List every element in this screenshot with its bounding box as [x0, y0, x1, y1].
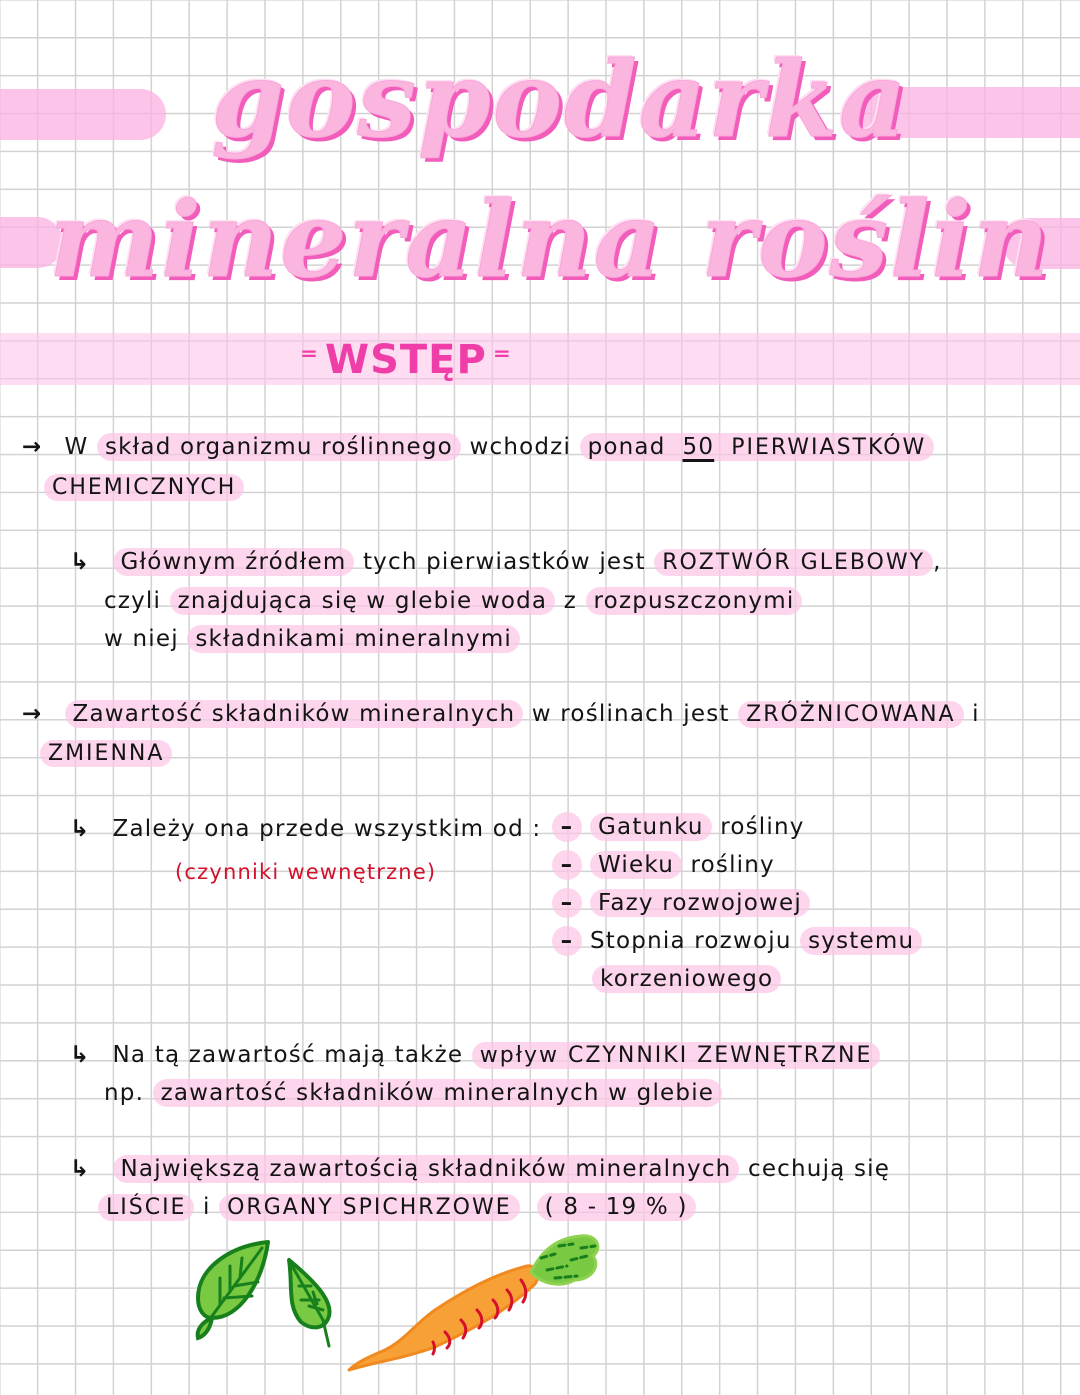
point1-sub-line2-highlight-2: rozpuszczonymi [586, 587, 803, 615]
point2-sub3-rest: cechują się [747, 1156, 891, 1182]
arrow-bullet-icon: → [22, 434, 43, 460]
dash-bullet-icon: – [552, 812, 582, 842]
section-heading [300, 330, 512, 390]
factor-item-1 [552, 810, 805, 844]
point1-sub-line3 [104, 622, 520, 656]
point1-sub-highlight-2: ROZTWÓR GLEBOWY [654, 549, 933, 576]
point2-sub3-highlight: Największą zawartością składników mineralnych [113, 1155, 740, 1183]
annotation-text: (czynniki wewnętrzne) [175, 860, 437, 884]
section-heading-text: WSTĘP [324, 337, 487, 383]
point2-zmienna: ZMIENNA [40, 740, 172, 767]
factor-item-4 [552, 924, 922, 958]
point2-sub3-organy: ORGANY SPICHRZOWE [219, 1194, 520, 1221]
point1-line2 [44, 470, 244, 505]
factor-item-1-highlight: Gatunku [590, 813, 712, 841]
dash-bullet-icon: – [552, 926, 582, 956]
sparkle-right-icon: ⁼ [492, 340, 512, 380]
point2-sub1-text: Zależy ona przede wszystkim od : [112, 816, 542, 842]
hook-bullet-icon: ↳ [70, 1042, 91, 1068]
point2-line2 [40, 736, 172, 771]
dash-bullet-icon: – [552, 850, 582, 880]
leaf-large-icon [190, 1238, 275, 1343]
factor-item-2-rest: rośliny [690, 852, 775, 878]
dash-bullet-icon: – [552, 888, 582, 918]
point2-sub3-line2 [98, 1190, 696, 1225]
factor-item-4-highlight: systemu [800, 927, 922, 955]
point1-highlight-1: skład organizmu roślinnego [97, 433, 461, 461]
point2-conj: i [972, 701, 980, 727]
point2-highlight-2: ZRÓŻNICOWANA [738, 701, 963, 728]
factor-item-2-highlight: Wieku [590, 851, 682, 879]
point1-sub-w-niej: w niej [104, 626, 179, 652]
point2-sub3-conj: i [202, 1194, 211, 1220]
point2-sub2-line1 [70, 1038, 880, 1073]
comma: , [933, 549, 942, 575]
point2-sub2-np: np. [104, 1080, 145, 1106]
point2-sub3-liscie: LIŚCIE [98, 1194, 194, 1221]
point1-pierwiastkow: PIERWIASTKÓW [731, 435, 927, 460]
point1-sub-czyli: czyli [104, 588, 162, 614]
point2-line1 [22, 697, 980, 732]
hook-bullet-icon: ↳ [70, 549, 91, 575]
factor-item-2 [552, 848, 775, 882]
factor-item-1-rest: rośliny [720, 814, 805, 840]
point1-prefix: W [64, 434, 89, 460]
point2-sub1-annotation [175, 855, 436, 889]
point1-sub-z: z [563, 588, 578, 614]
carrot-icon [345, 1232, 605, 1377]
point2-sub2-text: Na tą zawartość mają także [112, 1042, 464, 1068]
section-band [0, 333, 1080, 385]
title-line-1: gospodarka [211, 38, 909, 161]
hook-bullet-icon: ↳ [70, 1156, 91, 1182]
point1-mid: wchodzi [469, 434, 572, 460]
point2-sub3-line1 [70, 1152, 890, 1186]
point2-mid: w roślinach jest [531, 701, 730, 727]
point2-sub2-line2 [104, 1076, 722, 1110]
point1-sub-line1 [70, 545, 942, 580]
point2-sub2-highlight: wpływ CZYNNIKI ZEWNĘTRZNE [472, 1042, 881, 1069]
factor-item-4-rest: Stopnia rozwoju [590, 928, 792, 954]
arrow-bullet-icon: → [22, 701, 43, 727]
point2-sub2-line2-highlight: zawartość składników mineralnych w glebie [153, 1079, 723, 1107]
point2-sub3-range: ( 8 - 19 % ) [537, 1193, 696, 1221]
factor-item-4-continuation: korzeniowego [592, 965, 781, 993]
point1-sub-line3-highlight: składnikami mineralnymi [187, 625, 520, 653]
point1-sub-line2-highlight: znajdująca się w glebie woda [170, 587, 556, 615]
point1-sub-mid: tych pierwiastków jest [362, 549, 646, 575]
point1-sub-line2 [104, 584, 802, 618]
leaf-small-icon [283, 1256, 341, 1351]
point2-highlight-1: Zawartość składników mineralnych [65, 700, 524, 728]
point1-ponad: ponad [587, 434, 666, 460]
factor-item-4-line2 [592, 962, 781, 996]
point2-sub1-line1 [70, 812, 541, 846]
title-line-2: mineralna roślin [49, 178, 1051, 301]
point1-chemicznych: CHEMICZNYCH [44, 474, 244, 501]
point1-number: 50 [682, 434, 715, 460]
factor-item-3-highlight: Fazy rozwojowej [590, 889, 810, 917]
hook-bullet-icon: ↳ [70, 816, 91, 842]
sparkle-left-icon: ⁼ [300, 340, 319, 380]
point1-line1 [22, 430, 934, 465]
point1-sub-highlight-1: Głównym źródłem [113, 548, 355, 576]
factor-item-3 [552, 886, 810, 920]
